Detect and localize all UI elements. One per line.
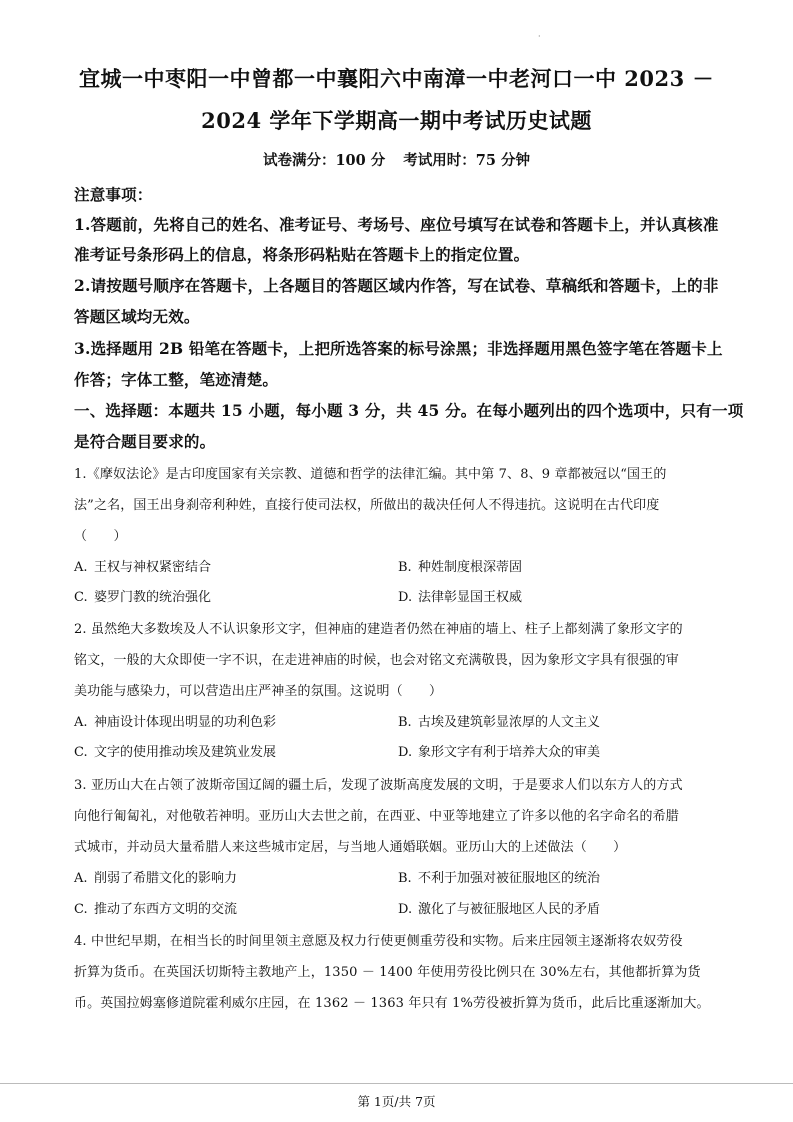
section-heading-line-1: 一、选择题：本题共 15 小题，每小题 3 分，共 45 分。在每小题列出的四个选项中，只有一项 bbox=[74, 401, 744, 420]
question-4-stem: 折算为货币。在英国沃切斯特主教地产上，1350 － 1400 年使用劳役比例只在 30%左右，其他都折算为货 bbox=[74, 965, 701, 980]
corner-mark: · bbox=[538, 32, 541, 41]
notice-line: 作答；字体工整，笔迹清楚。 bbox=[74, 370, 279, 389]
question-1-stem: 法”之名，国王出身刹帝利种姓，直接行使司法权，所做出的裁决任何人不得违抗。这说明在古代印度 bbox=[74, 498, 660, 513]
question-3-option-a[interactable]: A. 削弱了希腊文化的影响力 bbox=[74, 871, 238, 886]
question-3-option-d[interactable]: D. 激化了与被征服地区人民的矛盾 bbox=[398, 902, 601, 917]
question-3-option-c[interactable]: C. 推动了东西方文明的交流 bbox=[74, 902, 238, 917]
question-3-stem: 3. 亚历山大在占领了波斯帝国辽阔的疆土后，发现了波斯高度发展的文明，于是要求人们以东方人的方式 bbox=[74, 778, 683, 793]
question-2-option-b[interactable]: B. 古埃及建筑彰显浓厚的人文主义 bbox=[398, 715, 601, 730]
section-heading-line-2: 是符合题目要求的。 bbox=[74, 432, 216, 451]
notice-line: 2.请按题号顺序在答题卡，上各题目的答题区域内作答，写在试卷、草稿纸和答题卡，上的非 bbox=[74, 276, 719, 295]
question-1-stem: 1.《摩奴法论》是古印度国家有关宗教、道德和哲学的法律汇编。其中第 7、8、9 章都被冠以“国王的 bbox=[74, 467, 667, 482]
question-1-option-b[interactable]: B. 种姓制度根深蒂固 bbox=[398, 560, 523, 575]
exam-title-line-1: 宜城一中枣阳一中曾都一中襄阳六中南漳一中老河口一中 2023 － bbox=[78, 66, 715, 91]
question-2-stem: 2. 虽然绝大多数埃及人不认识象形文字，但神庙的建造者仍然在神庙的墙上、柱子上都刻满了象形文字的 bbox=[74, 622, 683, 637]
question-4-stem: 4. 中世纪早期，在相当长的时间里领主意愿及权力行使更侧重劳役和实物。后来庄园领主逐渐将农奴劳役 bbox=[74, 934, 683, 949]
question-1-option-c[interactable]: C. 婆罗门教的统治强化 bbox=[74, 590, 212, 605]
question-2-stem: 美功能与感染力，可以营造出庄严神圣的氛围。这说明（ ） bbox=[74, 684, 443, 699]
question-2-option-d[interactable]: D. 象形文字有利于培养大众的审美 bbox=[398, 745, 601, 760]
question-3-option-b[interactable]: B. 不利于加强对被征服地区的统治 bbox=[398, 871, 601, 886]
question-1-option-d[interactable]: D. 法律彰显国王权威 bbox=[398, 590, 523, 605]
question-3-stem: 向他行匍匐礼，对他敬若神明。亚历山大去世之前，在西亚、中亚等地建立了许多以他的名字命名的希腊 bbox=[74, 809, 679, 824]
notice-line: 1.答题前，先将自己的姓名、准考证号、考场号、座位号填写在试卷和答题卡上，并认真核准 bbox=[74, 215, 719, 234]
exam-info bbox=[0, 149, 793, 170]
notice-line: 准考证号条形码上的信息，将条形码粘贴在答题卡上的指定位置。 bbox=[74, 245, 530, 264]
notice-line: 3.选择题用 2B 铅笔在答题卡，上把所选答案的标号涂黑；非选择题用黑色签字笔在答题卡上 bbox=[74, 339, 723, 358]
time-info: 考试用时：75 分钟 bbox=[403, 152, 531, 169]
question-3-stem: 式城市，并动员大量希腊人来这些城市定居，与当地人通婚联姻。亚历山大的上述做法（ ） bbox=[74, 840, 627, 855]
footer-divider bbox=[0, 1083, 793, 1084]
notice-heading: 注意事项： bbox=[74, 185, 153, 204]
question-2-option-a[interactable]: A. 神庙设计体现出明显的功利色彩 bbox=[74, 715, 277, 730]
question-2-stem: 铭文，一般的大众即使一字不识，在走进神庙的时候，也会对铭文充满敬畏，因为象形文字具有很强的审 bbox=[74, 653, 679, 668]
score-info: 试卷满分：100 分 bbox=[262, 152, 386, 169]
notice-line: 答题区域均无效。 bbox=[74, 307, 200, 326]
page-number: 第 1页/共 7页 bbox=[357, 1094, 436, 1109]
exam-title-line-2: 2024 学年下学期高一期中考试历史试题 bbox=[201, 108, 592, 133]
question-1-stem: （ ） bbox=[74, 529, 127, 544]
question-1-option-a[interactable]: A. 王权与神权紧密结合 bbox=[74, 560, 212, 575]
question-2-option-c[interactable]: C. 文字的使用推动埃及建筑业发展 bbox=[74, 745, 277, 760]
question-4-stem: 币。英国拉姆塞修道院霍利威尔庄园，在 1362 － 1363 年只有 1%劳役被折算为货币，此后比重逐渐加大。 bbox=[74, 996, 710, 1011]
